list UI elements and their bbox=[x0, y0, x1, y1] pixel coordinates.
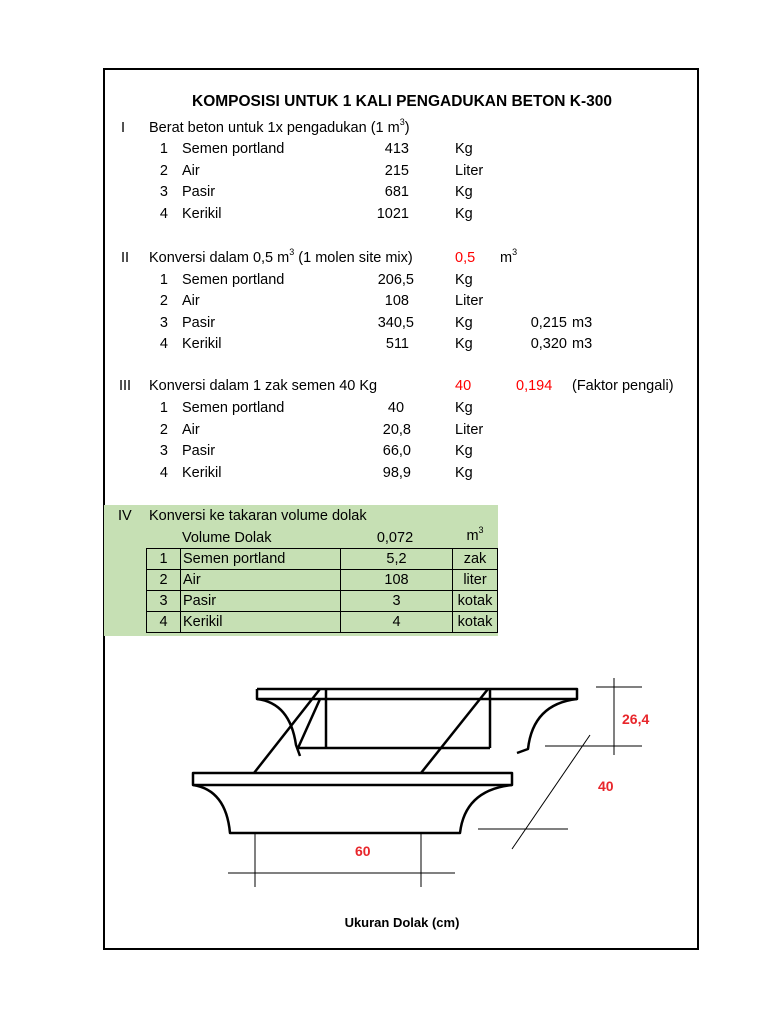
box-drawing bbox=[193, 689, 577, 833]
item-name: Air bbox=[182, 293, 200, 309]
item-value: 681 bbox=[384, 184, 409, 200]
conversion-factor: 0,5 bbox=[455, 250, 476, 266]
dimension-lines bbox=[228, 678, 642, 887]
item-name: Kerikil bbox=[182, 465, 222, 481]
item-value: 20,8 bbox=[382, 422, 411, 438]
section-heading: Konversi dalam 1 zak semen 40 Kg bbox=[149, 378, 378, 394]
row-unit: kotak bbox=[453, 612, 498, 633]
item-unit: Kg bbox=[455, 443, 473, 459]
volume-unit: $m^3$ bbox=[466, 525, 484, 544]
item-number: 2 bbox=[159, 422, 168, 438]
item-unit: Liter bbox=[455, 422, 484, 438]
item-value: 98,9 bbox=[382, 465, 411, 481]
section-heading: Konversi ke takaran volume dolak bbox=[149, 508, 367, 524]
multiplier-factor: 0,194 bbox=[516, 378, 553, 394]
row-unit: kotak bbox=[453, 591, 498, 612]
row-value: 4 bbox=[341, 612, 453, 633]
row-value: 5,2 bbox=[341, 549, 453, 570]
volume-label: Volume Dolak bbox=[182, 530, 272, 546]
item-value: 215 bbox=[384, 163, 409, 179]
item-extra-value: 0,215 bbox=[530, 315, 567, 331]
row-unit: zak bbox=[453, 549, 498, 570]
width-dimension: 60 bbox=[355, 843, 371, 859]
row-number: 4 bbox=[147, 612, 181, 633]
section-number: IV bbox=[118, 508, 132, 524]
item-number: 3 bbox=[159, 184, 168, 200]
item-name: Kerikil bbox=[182, 206, 222, 222]
item-unit: Kg bbox=[455, 184, 473, 200]
row-number: 3 bbox=[147, 591, 181, 612]
section-heading: Konversi dalam 0,5 $m^3$ (1 molen site mix) bbox=[149, 247, 413, 266]
cement-weight: 40 bbox=[455, 378, 472, 394]
item-unit: Kg bbox=[455, 315, 473, 331]
item-name: Pasir bbox=[182, 315, 216, 331]
item-number: 4 bbox=[159, 465, 168, 481]
item-extra-value: 0,320 bbox=[530, 336, 567, 352]
row-value: 3 bbox=[341, 591, 453, 612]
depth-dimension: 40 bbox=[598, 778, 614, 794]
item-unit: Kg bbox=[455, 206, 473, 222]
item-name: Air bbox=[182, 163, 200, 179]
item-name: Pasir bbox=[182, 443, 216, 459]
item-unit: Kg bbox=[455, 141, 473, 157]
section-heading: Berat beton untuk 1x pengadukan (1 $m^3$) bbox=[149, 117, 410, 136]
item-number: 2 bbox=[159, 293, 168, 309]
section-number: II bbox=[121, 250, 130, 266]
item-number: 3 bbox=[159, 315, 168, 331]
item-value: 108 bbox=[384, 293, 409, 309]
row-name: Air bbox=[181, 570, 341, 591]
item-number: 1 bbox=[159, 141, 168, 157]
item-value: 40 bbox=[387, 400, 405, 416]
height-dimension: 26,4 bbox=[622, 711, 650, 727]
section-number: III bbox=[119, 378, 132, 394]
row-number: 2 bbox=[147, 570, 181, 591]
row-value: 108 bbox=[341, 570, 453, 591]
row-unit: liter bbox=[453, 570, 498, 591]
item-value: 413 bbox=[384, 141, 409, 157]
item-unit: Kg bbox=[455, 400, 473, 416]
row-name: Semen portland bbox=[181, 549, 341, 570]
item-name: Kerikil bbox=[182, 336, 222, 352]
page-title: KOMPOSISI UNTUK 1 KALI PENGADUKAN BETON K-300 bbox=[192, 93, 612, 110]
item-number: 4 bbox=[159, 206, 168, 222]
volume-value: 0,072 bbox=[376, 530, 414, 546]
item-extra-unit: m3 bbox=[572, 336, 593, 352]
factor-unit: $m^3$ bbox=[500, 247, 518, 266]
item-number: 2 bbox=[159, 163, 168, 179]
item-unit: Liter bbox=[455, 163, 484, 179]
item-unit: Kg bbox=[455, 336, 473, 352]
item-extra-unit: m3 bbox=[572, 315, 593, 331]
item-value: 206,5 bbox=[377, 272, 414, 288]
item-name: Semen portland bbox=[182, 141, 285, 157]
multiplier-label: (Faktor pengali) bbox=[572, 378, 674, 394]
item-value: 66,0 bbox=[382, 443, 411, 459]
item-unit: Kg bbox=[455, 272, 473, 288]
item-value: 1021 bbox=[376, 206, 409, 222]
item-name: Pasir bbox=[182, 184, 216, 200]
item-unit: Liter bbox=[455, 293, 484, 309]
item-value: 511 bbox=[385, 336, 409, 352]
item-number: 4 bbox=[159, 336, 168, 352]
item-value: 340,5 bbox=[377, 315, 414, 331]
item-number: 1 bbox=[159, 272, 168, 288]
item-number: 1 bbox=[159, 400, 168, 416]
row-name: Pasir bbox=[181, 591, 341, 612]
item-name: Air bbox=[182, 422, 200, 438]
diagram-caption: Ukuran Dolak (cm) bbox=[344, 915, 460, 930]
row-number: 1 bbox=[147, 549, 181, 570]
item-name: Semen portland bbox=[182, 400, 285, 416]
item-number: 3 bbox=[159, 443, 168, 459]
section-number: I bbox=[121, 120, 126, 136]
item-name: Semen portland bbox=[182, 272, 285, 288]
item-unit: Kg bbox=[455, 465, 473, 481]
row-name: Kerikil bbox=[181, 612, 341, 633]
